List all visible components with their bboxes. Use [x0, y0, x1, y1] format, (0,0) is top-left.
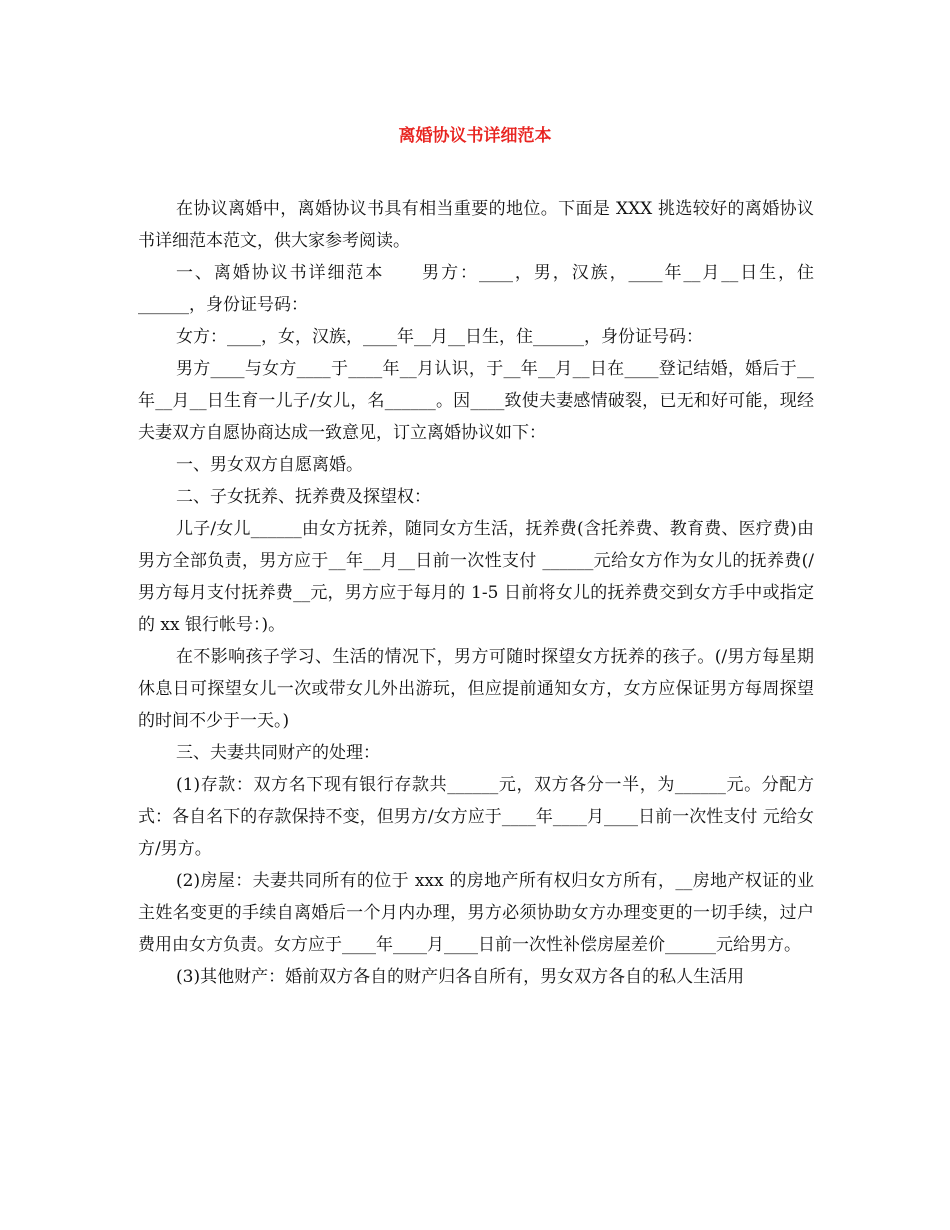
paragraph-visitation: 在不影响孩子学习、生活的情况下，男方可随时探望女方抚养的孩子。(/男方每星期休息日可探望女儿一次或带女儿外出游玩，但应提前通知女方，女方应保证男方每周探望的时间不少于一天。) [138, 647, 814, 731]
paragraph-savings: (1)存款：双方名下现有银行存款共______元，双方各分一半，为______元。分配方式：各自名下的存款保持不变，但男方/女方应于____年____月____日前一次性支付 元给女方/男方。 [138, 775, 814, 859]
paragraph-male-party: 一、离婚协议书详细范本 男方：____，男，汉族，____年__月__日生，住______，身份证号码： [138, 263, 814, 315]
document-title: 离婚协议书详细范本 [398, 126, 552, 146]
paragraph-house: (2)房屋：夫妻共同所有的位于 xxx 的房地产所有权归女方所有，__房地产权证的业主姓名变更的手续自离婚后一个月内办理，男方必须协助女方办理变更的一切手续，过户费用由女方负责。女方应于____年____月____日前一次性补偿房屋差价______元给男方。 [138, 871, 814, 955]
paragraph-clause-2-heading: 二、子女抚养、抚养费及探望权： [176, 487, 431, 507]
paragraph-marriage-facts: 男方____与女方____于____年__月认识，于__年__月__日在____登记结婚，婚后于__年__月__日生育一儿子/女儿，名______。因____致使夫妻感情破裂，已无和好可能，现经夫妻双方自愿协商达成一致意见，订立离婚协议如下： [138, 359, 814, 443]
document-body [138, 193, 814, 993]
paragraph-clause-1: 一、男女双方自愿离婚。 [176, 455, 363, 475]
paragraph-female-party: 女方：____，女，汉族，____年__月__日生，住______，身份证号码： [176, 327, 703, 347]
paragraph-child-support: 儿子/女儿______由女方抚养，随同女方生活，抚养费(含托养费、教育费、医疗费)由男方全部负责，男方应于__年__月__日前一次性支付 ______元给女方作为女儿的抚养费(/男方每月支付抚养费__元，男方应于每月的 1-5 日前将女儿的抚养费交到女方手中或指定的 xx 银行帐号：)。 [138, 519, 814, 635]
paragraph-intro: 在协议离婚中，离婚协议书具有相当重要的地位。下面是 XXX 挑选较好的离婚协议书详细范本范文，供大家参考阅读。 [138, 199, 814, 251]
paragraph-clause-3-heading: 三、夫妻共同财产的处理： [176, 743, 380, 763]
paragraph-other-property: (3)其他财产：婚前双方各自的财产归各自所有，男女双方各自的私人生活用 [176, 967, 745, 987]
